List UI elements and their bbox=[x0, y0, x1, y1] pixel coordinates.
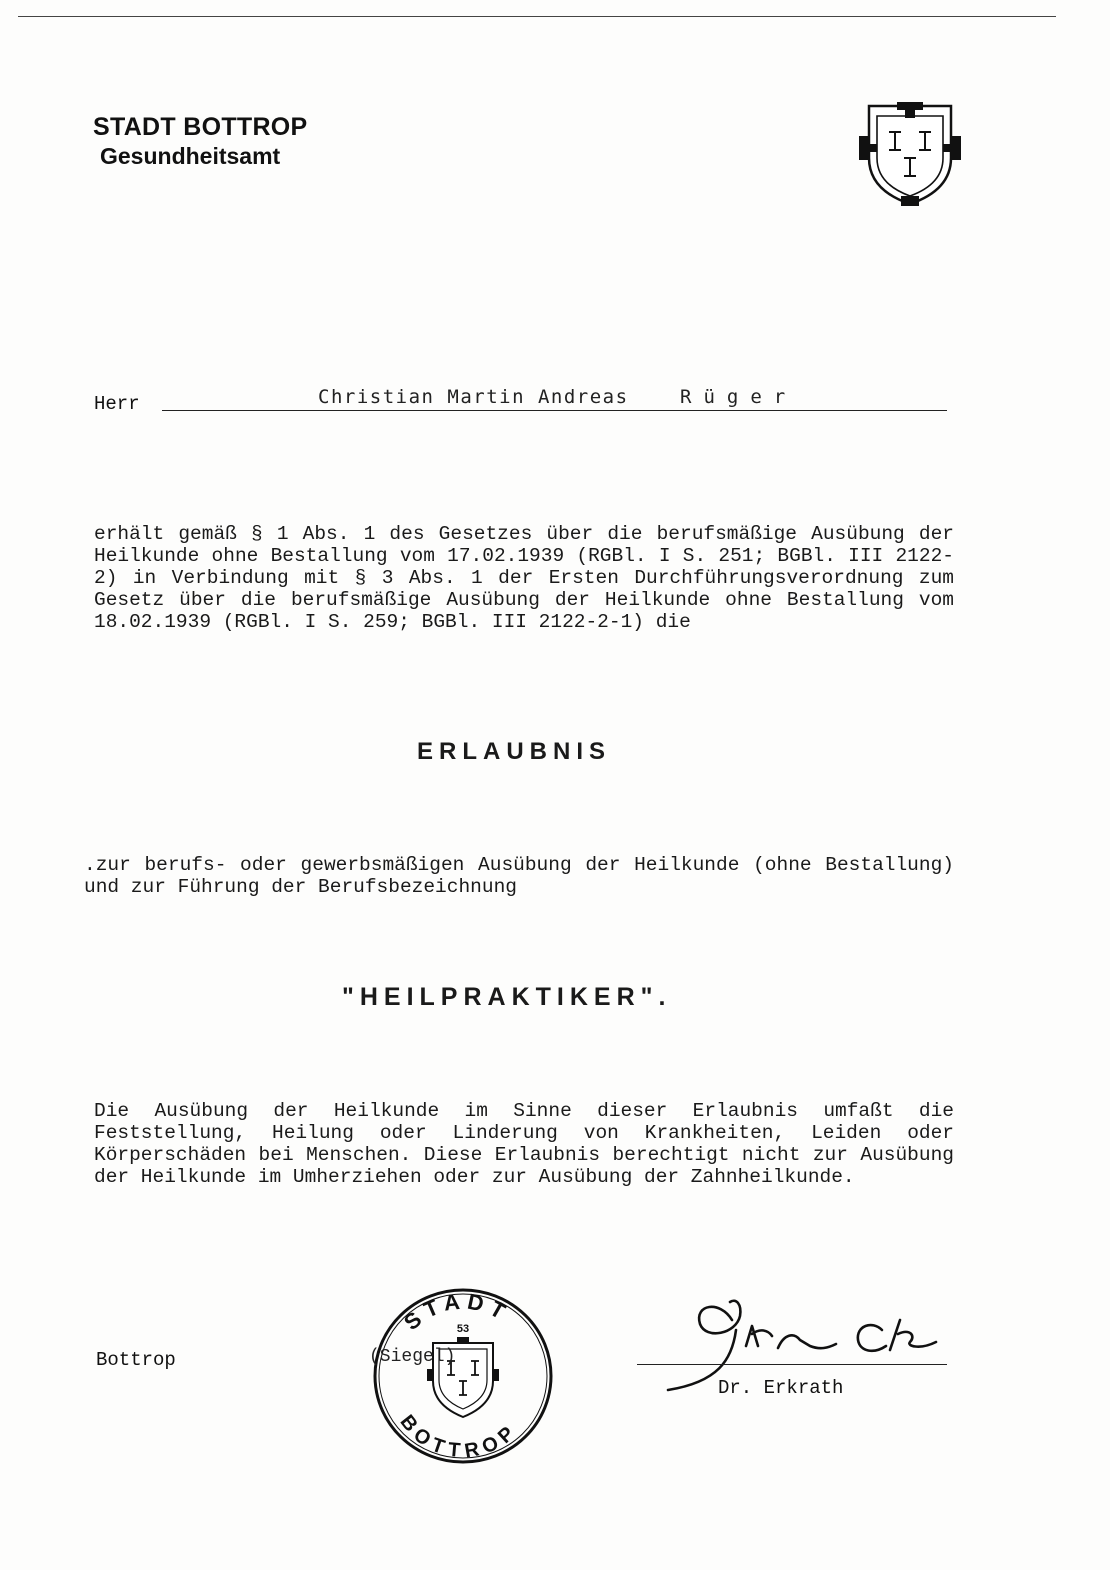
authority-name: STADT BOTTROP bbox=[93, 113, 308, 141]
name-underline bbox=[162, 410, 947, 411]
office-name: Gesundheitsamt bbox=[100, 143, 281, 169]
recipient-surname: Rüger bbox=[680, 386, 798, 408]
place-of-issue: Bottrop bbox=[96, 1349, 176, 1371]
seal-text-bottom: BOTTROP bbox=[395, 1410, 524, 1463]
legal-basis-paragraph: erhält gemäß § 1 Abs. 1 des Gesetzes über die berufsmäßige Ausübung der Heilkunde ohne Bestallung vom 17.02.1939 (RGBl. I S. 251; BGBl. III 2122-2) in Verbindung mit § 3 Abs. 1 der Ersten Durchführungsverordnung zum Gesetz über die berufsmäßige Ausübung der Heilkunde ohne Bestallung vom 18.02.1939 (RGBl. I S. 259; BGBl. III 2122-2-1) die bbox=[94, 523, 954, 633]
coat-of-arms-icon bbox=[857, 100, 963, 208]
seal-text-top: STADT bbox=[399, 1288, 515, 1336]
scope-paragraph: Die Ausübung der Heilkunde im Sinne dieser Erlaubnis umfaßt die Feststellung, Heilung oder Linderung von Krankheiten, Leiden oder Körperschäden bei Menschen. Diese Erlaubnis berechtigt nicht zur Ausübung der Heilkunde im Umherziehen oder zur Ausübung der Zahnheilkunde. bbox=[94, 1100, 954, 1188]
recipient-given-names: Christian Martin Andreas bbox=[318, 386, 629, 408]
seal-number: 53 bbox=[456, 1323, 470, 1335]
permit-heading: ERLAUBNIS bbox=[417, 738, 612, 765]
top-rule bbox=[18, 16, 1056, 17]
professional-title: "HEILPRAKTIKER". bbox=[342, 983, 672, 1011]
purpose-paragraph: .zur berufs- oder gewerbsmäßigen Ausübung der Heilkunde (ohne Bestallung) und zur Führung der Berufsbezeichnung bbox=[84, 854, 954, 898]
signer-name: Dr. Erkrath bbox=[718, 1377, 844, 1399]
official-seal bbox=[367, 1283, 559, 1469]
signature-line bbox=[637, 1364, 947, 1365]
issuing-authority bbox=[93, 112, 308, 170]
recipient-salutation: Herr bbox=[94, 393, 140, 415]
seal-label: (Siegel) bbox=[369, 1347, 456, 1367]
